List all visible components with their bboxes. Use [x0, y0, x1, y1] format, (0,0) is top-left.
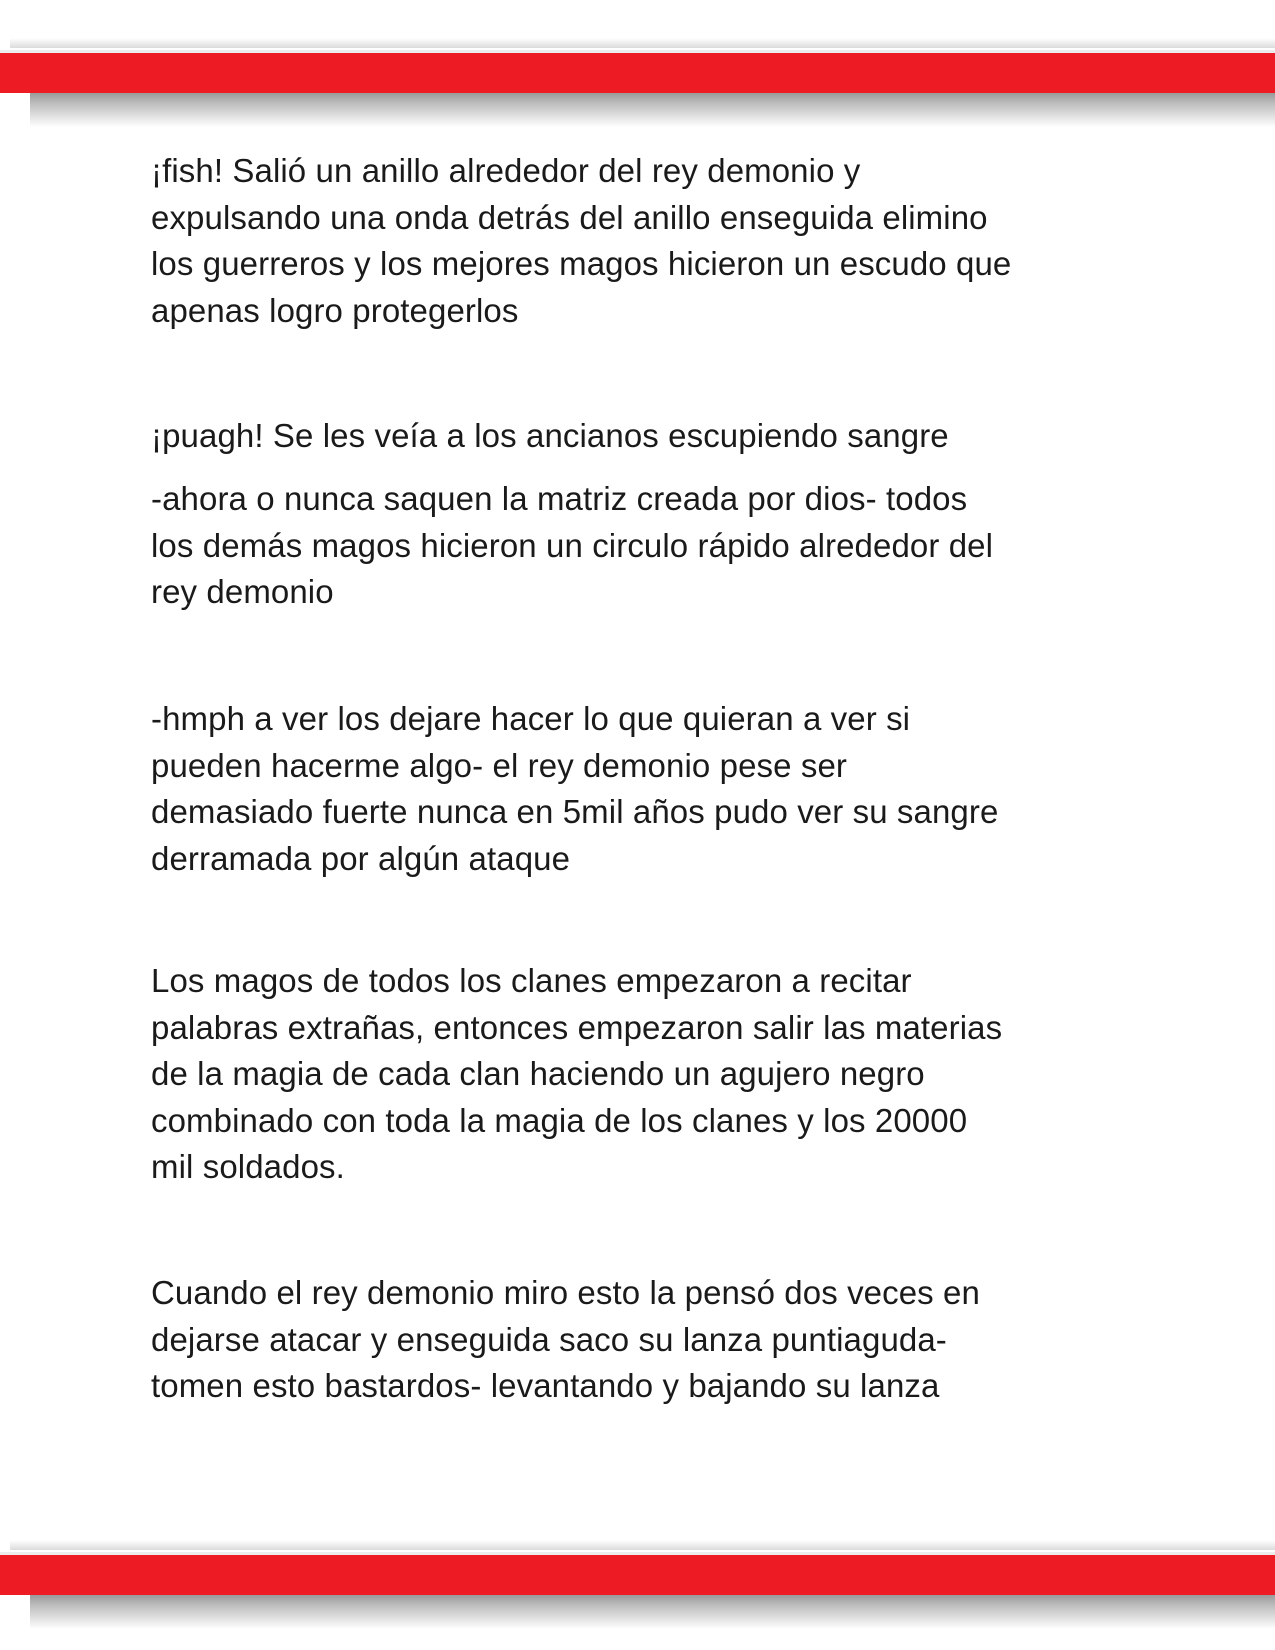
- header-band: [0, 38, 1275, 138]
- footer-band-bottom-shadow: [30, 1595, 1275, 1629]
- paragraph: Los magos de todos los clanes empezaron a recitar palabras extrañas, entonces empezaron salir las materias de la magia de cada clan haciendo un agujero negro combinado con toda la magia de los clanes y los 20000 mil soldados.: [151, 962, 1003, 1185]
- paragraph: -ahora o nunca saquen la matriz creada por dios- todos los demás magos hicieron un circulo rápido alrededor del rey demonio: [151, 480, 994, 610]
- header-red-stripe: [0, 50, 1275, 93]
- footer-band: [0, 1540, 1275, 1650]
- paragraph: -hmph a ver los dejare hacer lo que quieran a ver si pueden hacerme algo- el rey demonio pese ser demasiado fuerte nunca en 5mil años pudo ver su sangre derramada por algún ataque: [151, 700, 999, 877]
- footer-red-stripe: [0, 1552, 1275, 1595]
- header-band-top-shadow: [10, 38, 1275, 48]
- footer-band-top-shadow: [10, 1540, 1275, 1550]
- paragraph: ¡fish! Salió un anillo alrededor del rey demonio y expulsando una onda detrás del anillo enseguida elimino los guerreros y los mejores magos hicieron un escudo que apenas logro protegerlos: [151, 152, 1012, 329]
- paragraph: ¡puagh! Se les veía a los ancianos escupiendo sangre: [151, 417, 949, 454]
- paragraph: Cuando el rey demonio miro esto la pensó dos veces en dejarse atacar y enseguida saco su lanza puntiaguda- tomen esto bastardos- levantando y bajando su lanza: [151, 1274, 980, 1404]
- header-band-bottom-shadow: [30, 93, 1275, 127]
